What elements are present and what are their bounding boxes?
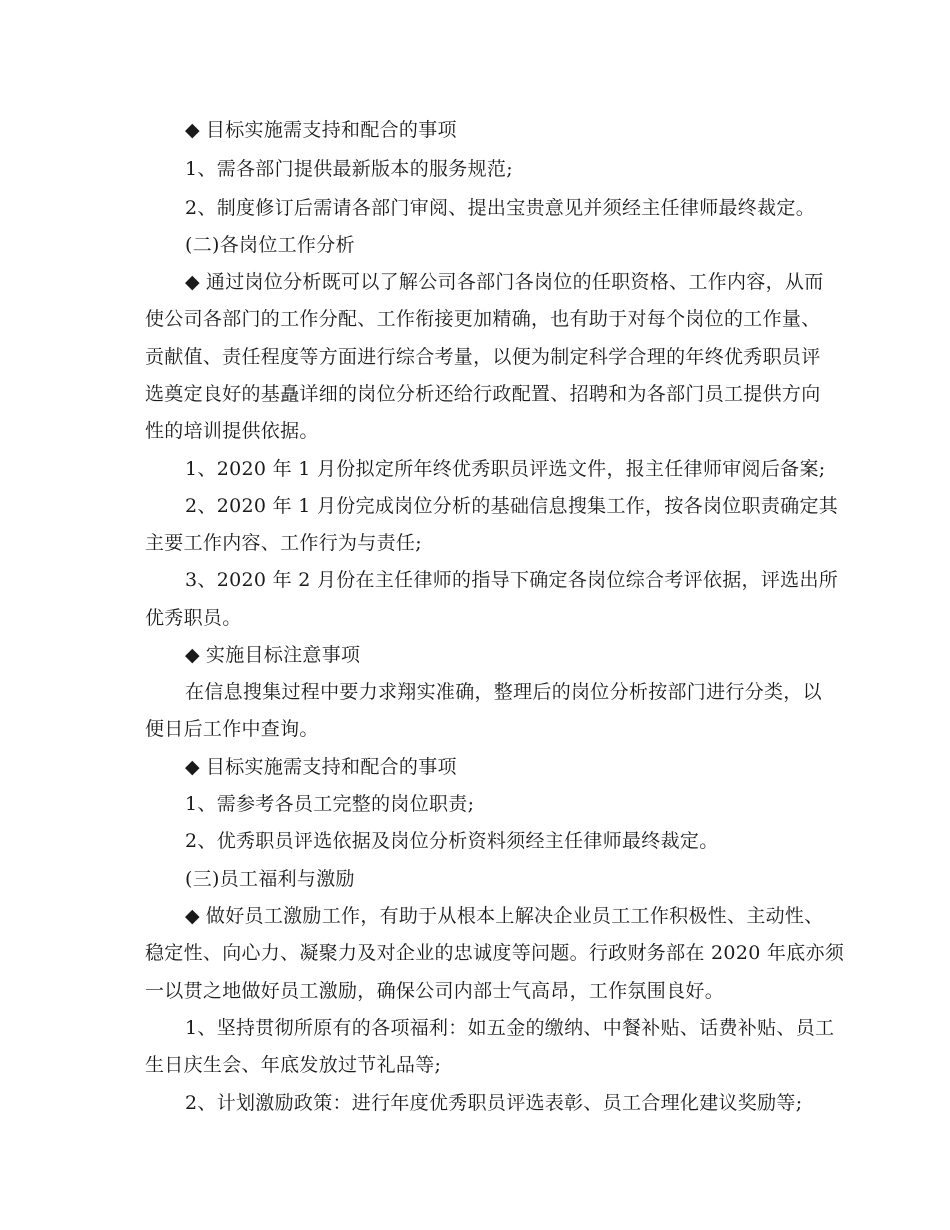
list-item-continuation: 生日庆生会、年底发放过节礼品等; [145, 1054, 442, 1076]
heading-text: 目标实施需支持和配合的事项 [205, 756, 457, 778]
list-item-continuation: 优秀职员。 [145, 607, 242, 629]
diamond-bullet-icon: ◆ [185, 271, 200, 293]
list-item: 1、坚持贯彻所原有的各项福利：如五金的缴纳、中餐补贴、话费补贴、员工 [185, 1017, 835, 1039]
paragraph-line: 使公司各部门的工作分配、工作衔接更加精确，也有助于对每个岗位的工作量、 [145, 308, 821, 330]
paragraph-line: 贡献值、责任程度等方面进行综合考量，以便为制定科学合理的年终优秀职员评 [145, 346, 821, 368]
list-item: 1、2020 年 1 月份拟定所年终优秀职员评选文件，报主任律师审阅后备案; [185, 458, 826, 480]
list-item: 2、2020 年 1 月份完成岗位分析的基础信息搜集工作，按各岗位职责确定其 [185, 495, 839, 517]
section-heading [185, 118, 457, 142]
list-item: 1、需各部门提供最新版本的服务规范; [185, 158, 513, 180]
paragraph-line: 性的培训提供依据。 [145, 420, 319, 442]
list-item: 2、计划激励政策：进行年度优秀职员评选表彰、员工合理化建议奖励等; [185, 1092, 803, 1114]
paragraph-line: 在信息搜集过程中要力求翔实准确，整理后的岗位分析按部门进行分类，以 [185, 681, 822, 703]
list-item: 3、2020 年 2 月份在主任律师的指导下确定各岗位综合考评依据，评选出所 [185, 569, 839, 591]
section-title: (二)各岗位工作分析 [185, 234, 355, 256]
paragraph-line: 稳定性、向心力、凝聚力及对企业的忠诚度等问题。行政财务部在 2020 年底亦须 [145, 942, 845, 964]
paragraph-line: 便日后工作中查询。 [145, 718, 319, 740]
paragraph-line: 选奠定良好的基矗详细的岗位分析还给行政配置、招聘和为各部门员工提供方向 [145, 383, 821, 405]
heading-text: 目标实施需支持和配合的事项 [205, 119, 457, 141]
paragraph-line [185, 270, 824, 294]
list-item: 1、需参考各员工完整的岗位职责; [185, 793, 475, 815]
diamond-bullet-icon: ◆ [185, 756, 200, 778]
paragraph-line: 一以贯之地做好员工激励，确保公司内部士气高昂，工作氛围良好。 [145, 980, 725, 1002]
section-heading [185, 755, 457, 779]
list-item: 2、优秀职员评选依据及岗位分析资料须经主任律师最终裁定。 [185, 830, 719, 852]
list-item: 2、制度修订后需请各部门审阅、提出宝贵意见并须经主任律师最终裁定。 [185, 197, 815, 219]
diamond-bullet-icon: ◆ [185, 644, 200, 666]
diamond-bullet-icon: ◆ [185, 119, 200, 141]
paragraph-text: 做好员工激励工作，有助于从根本上解决企业员工工作积极性、主动性、 [205, 905, 824, 927]
paragraph-text: 通过岗位分析既可以了解公司各部门各岗位的任职资格、工作内容，从而 [205, 271, 824, 293]
section-title: (三)员工福利与激励 [185, 868, 355, 890]
paragraph-line [185, 904, 824, 928]
diamond-bullet-icon: ◆ [185, 905, 200, 927]
section-heading [185, 643, 360, 667]
heading-text: 实施目标注意事项 [205, 644, 361, 666]
list-item-continuation: 主要工作内容、工作行为与责任; [145, 532, 422, 554]
